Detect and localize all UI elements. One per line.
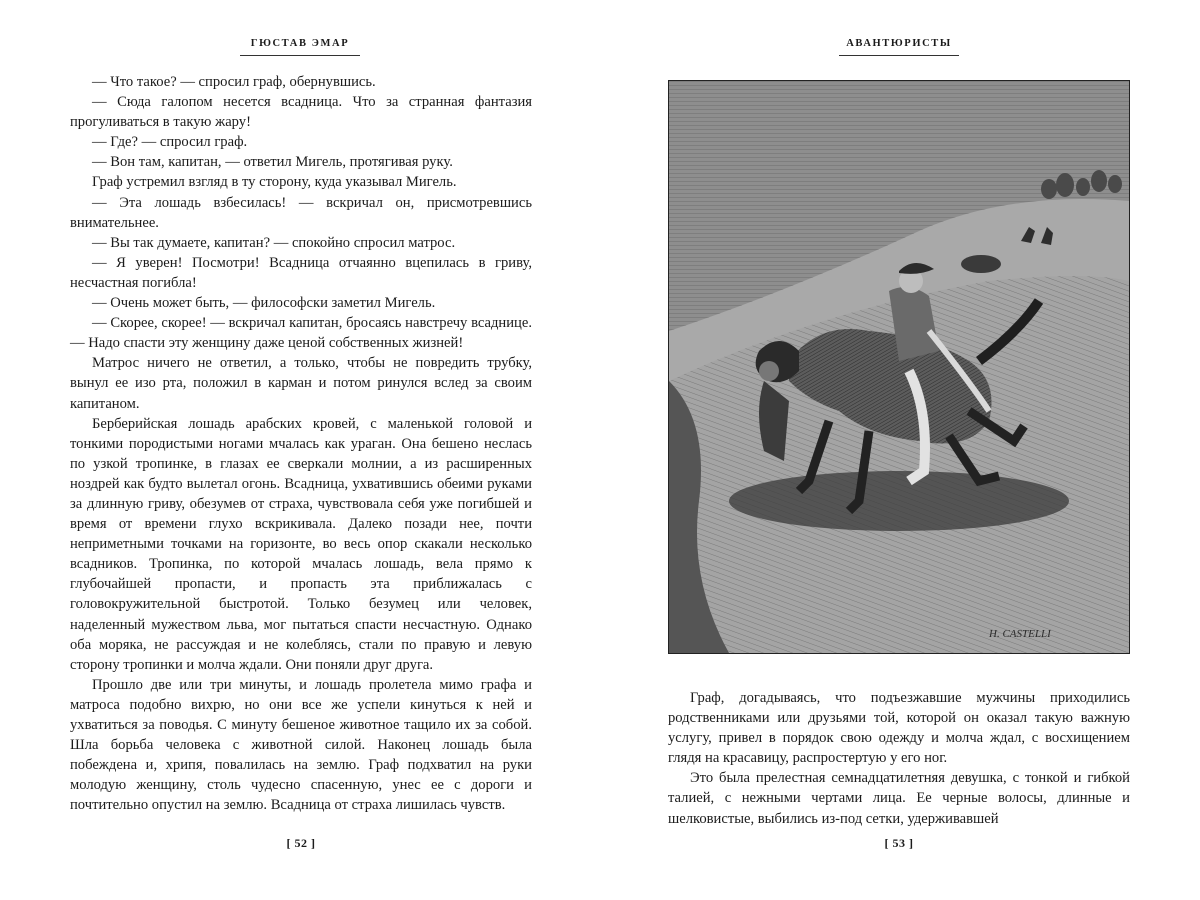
paragraph: Это была прелестная семнадцатилетняя девушка, с тонкой и гибкой талией, с нежными чертами лица. Ее черные волосы, длинные и шелковистые, выбились из-под сетки, удерживавшей [668,770,1130,827]
paragraph: Граф устремил взгляд в ту сторону, куда указывал Мигель. [92,174,457,191]
paragraph: — Вон там, капитан, — ответил Мигель, протягивая руку. [92,154,453,171]
paragraph: — Очень может быть, — философски заметил Мигель. [92,295,436,312]
paragraph: Берберийская лошадь арабских кровей, с маленькой головой и тонкими породистыми ногами мчалась как ураган. Она бешено неслась по узкой тропинке, в глазах ее сверкали молнии, а из расширенных ноздрей как будто вылетал огонь. Всадница, ухватившись обеими руками за длинную гриву, обезумев от страха, чувствовала себя уже погибшей и время от времени глухо вскрикивала. Далеко позади нее, почти неприметными точками на горизонте, во весь опор скакали несколько всадников. Тропинка, по которой мчалась лошадь, вела прямо к глубочайшей пропасти, и пропасть эта приближалась с головокружительной быстротой. Только безумец или человек, наделенный мужеством льва, мог пытаться спасти несчастную. Однако оба моряка, не рассуждая и не колеблясь, стали по правую и левую сторону тропинки и молча ждали. Они поняли друг друга. [70,415,532,673]
running-head-left [70,38,530,56]
engraver-signature: H. CASTELLI [989,628,1051,640]
paragraph: Граф, догадываясь, что подъезжавшие мужчины приходились родственниками или друзьями той, которой он оказал такую важную услугу, привел в порядок свою одежду и молча ждал, с восхищением глядя на красавицу, распростертую у его ног. [668,690,1130,767]
right-page-text [668,688,1130,829]
ground-shadow [729,471,1069,531]
running-head-left-text: ГЮСТАВ ЭМАР [250,38,350,49]
paragraph: Матрос ничего не ответил, а только, чтобы не повредить трубку, вынул ее изо рта, положил в карман и потом ринулся вслед за своим капитаном. [70,355,532,412]
running-head-right [668,38,1130,56]
paragraph: — Я уверен! Посмотри! Всадница отчаянно вцепилась в гриву, несчастная погибла! [70,254,532,291]
running-head-right-text: АВАНТЮРИСТЫ [846,38,952,49]
paragraph: — Что такое? — спросил граф, обернувшись. [92,74,376,90]
engraving-horse-rider [669,81,1129,653]
right-page [600,0,1200,900]
paragraph: Прошло две или три минуты, и лошадь пролетела мимо графа и матроса подобно вихрю, но они все же успели кинуться к ней и ухватиться за поводья. С минуту бешеное животное тащило их за собой. Шла борьба человека с животной силой. Наконец лошадь была побеждена и, хрипя, повалилась на землю. Граф подхватил на руки молодую женщину, столь чудесно спасенную, унес ее с дороги и почтительно опустил на землю. Всадница от страха лишилась чувств. [70,676,532,814]
engraving-illustration [668,80,1130,654]
paragraph: — Эта лошадь взбесилась! — вскричал он, присмотревшись внимательнее. [70,194,532,231]
paragraph: — Сюда галопом несется всадница. Что за странная фантазия прогуливаться в такую жару! [70,94,532,131]
running-head-rule [240,55,360,56]
page-number-right: [ 53 ] [884,836,914,850]
paragraph: — Вы так думаете, капитан? — спокойно спросил матрос. [92,234,456,251]
paragraph: — Скорее, скорее! — вскричал капитан, бросаясь навстречу всаднице. — Надо спасти эту женщину даже ценой собственных жизней! [70,315,532,352]
page-number-left: [ 52 ] [286,836,316,850]
left-page-text [70,72,532,815]
running-head-rule [839,55,959,56]
paragraph: — Где? — спросил граф. [92,134,248,151]
flying-hat [961,255,1001,273]
